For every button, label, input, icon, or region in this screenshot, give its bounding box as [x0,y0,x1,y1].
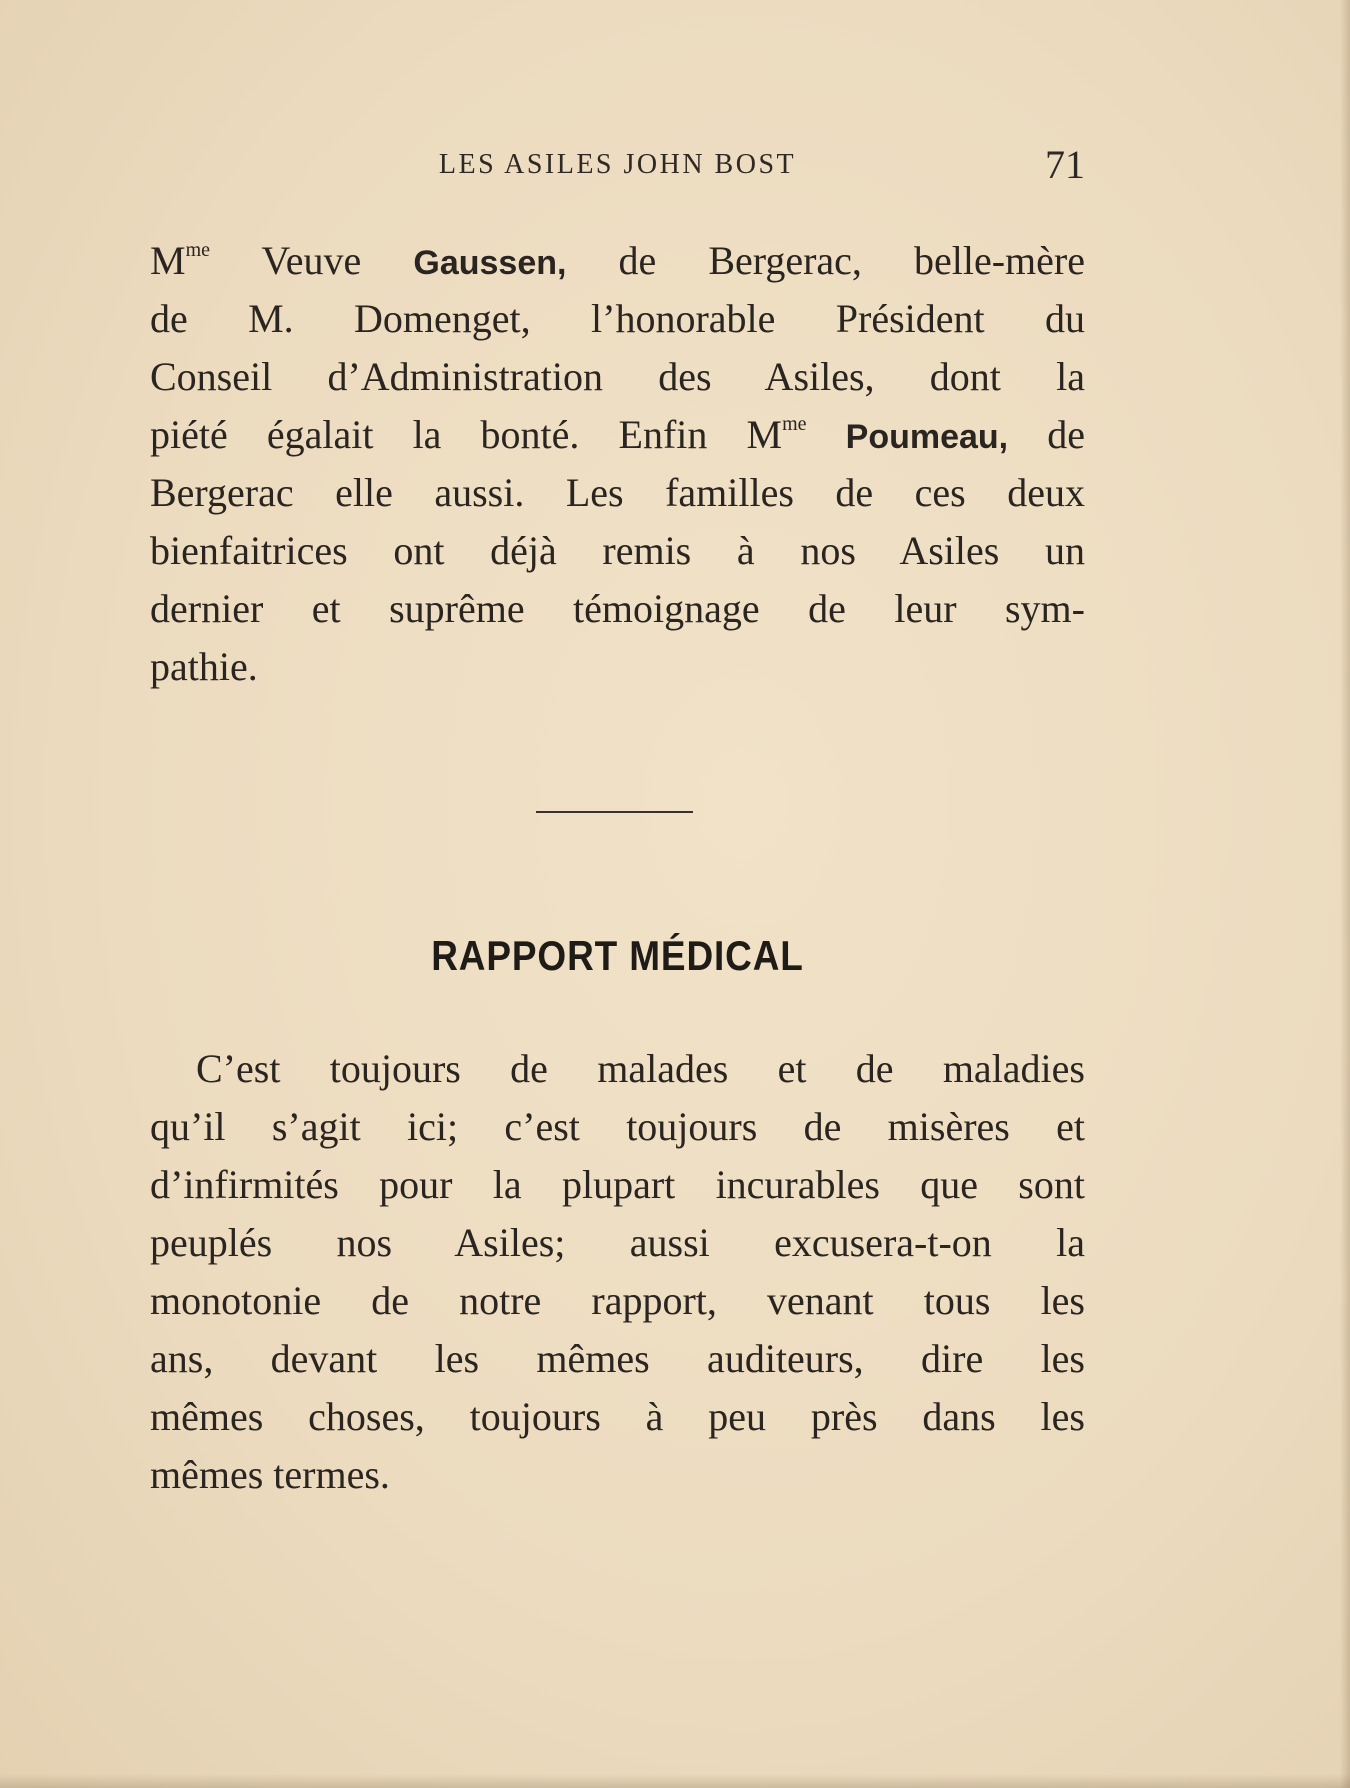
running-title: LES ASILES JOHN BOST [438,149,797,180]
text-run: de [1008,412,1085,457]
page-number: 71 [1045,142,1085,187]
paragraph-benefactors [150,232,1085,696]
superscript: me [782,413,807,435]
text-line: d’infirmités pour la plupart incurables que sont [150,1162,1085,1207]
text-line: ans, devant les mêmes auditeurs, dire les [150,1336,1085,1381]
section-divider [536,811,693,813]
text-run: piété égalait la bonté. Enfin M [150,412,783,457]
text-line: peuplés nos Asiles; aussi excusera-t-on la [150,1220,1085,1265]
text-run [807,412,846,457]
bold-name: Gaussen, [413,244,567,282]
paragraph-medical-report [150,1040,1085,1504]
section-title: RAPPORT MÉDICAL [431,932,804,979]
page-edge-shadow [1340,0,1350,1788]
text-line: qu’il s’agit ici; c’est toujours de misères et [150,1104,1085,1149]
page-bottom-shadow [0,1774,1350,1788]
text-line: bienfaitrices ont déjà remis à nos Asiles un [150,528,1085,573]
text-line: monotonie de notre rapport, venant tous les [150,1278,1085,1323]
text-line: mêmes choses, toujours à peu près dans les [150,1394,1085,1439]
text-line [150,232,1085,290]
text-line [150,406,1085,464]
text-run: de Bergerac, belle-mère [566,238,1085,283]
text-line: mêmes termes. [150,1452,390,1497]
bold-name: Poumeau, [845,418,1009,456]
superscript: me [185,239,211,261]
text-line: C’est toujours de malades et de maladies [196,1046,1085,1091]
text-line: pathie. [150,644,258,689]
text-line: dernier et suprême témoignage de leur sym- [150,586,1085,631]
text-line: de M. Domenget, l’honorable Président du [150,296,1085,341]
text-run: Veuve [210,238,414,283]
running-head [150,142,1085,187]
text-line: Conseil d’Administration des Asiles, dont la [150,354,1085,399]
text-run: M [150,238,186,283]
text-line: Bergerac elle aussi. Les familles de ces deux [150,470,1085,515]
